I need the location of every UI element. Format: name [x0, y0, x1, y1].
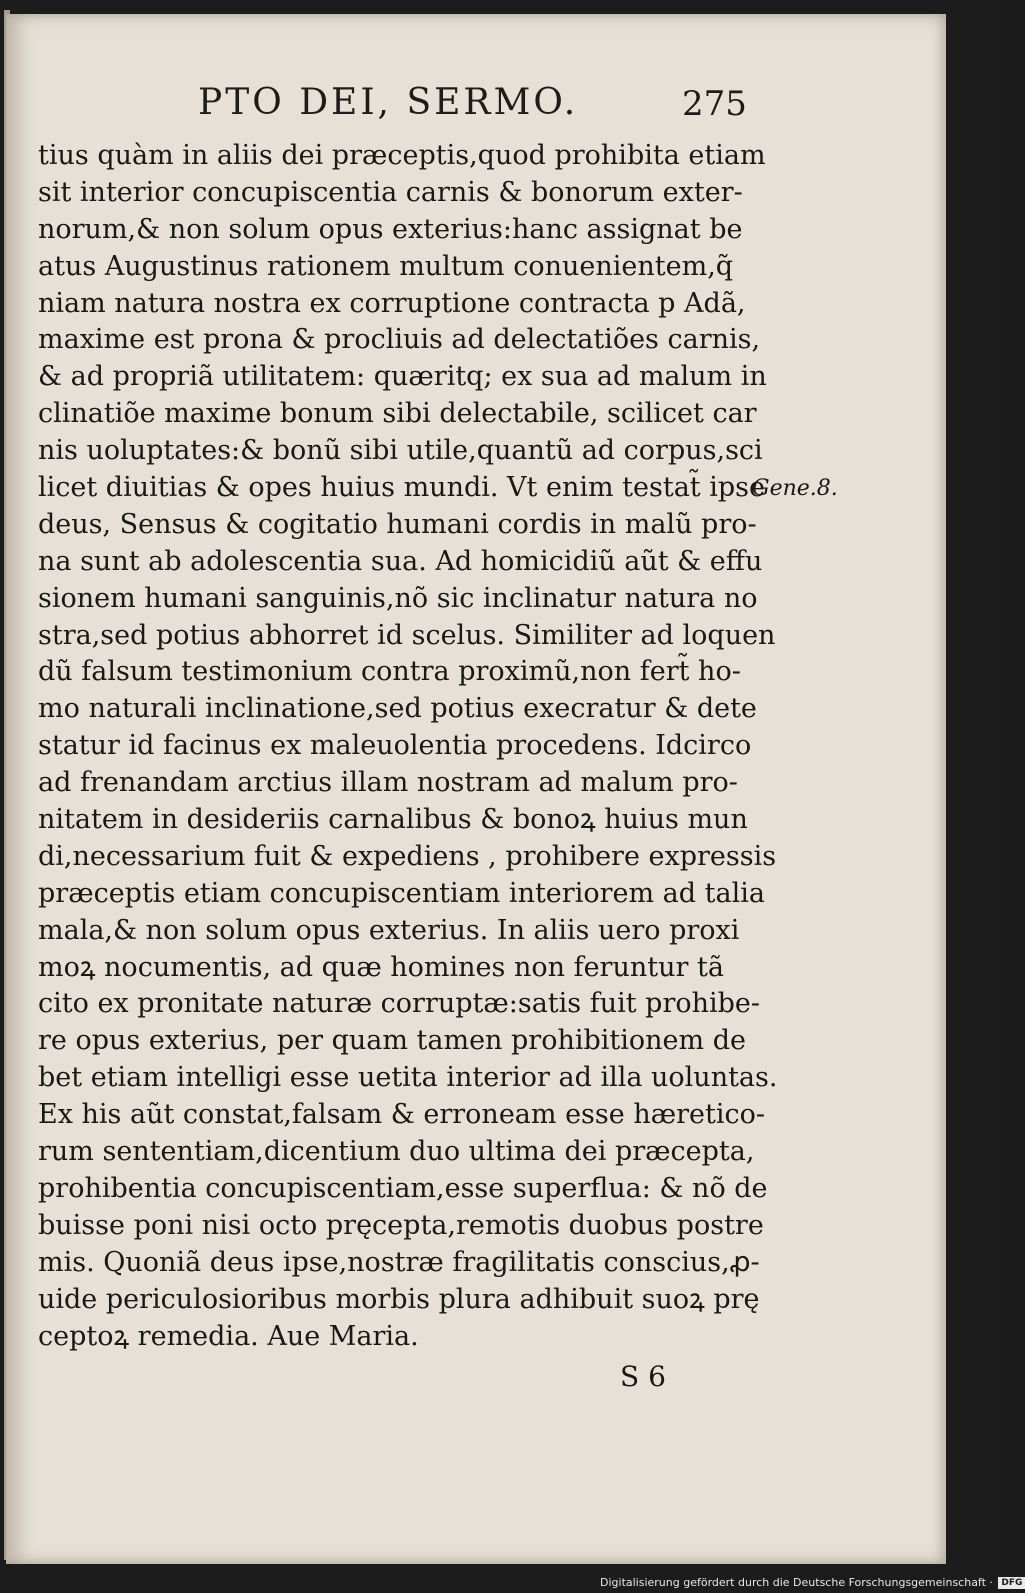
text-line: niam natura nostra ex corruptione contracta p Adã,	[38, 287, 746, 319]
text-line: ad frenandam arctius illam nostram ad malum pro-	[38, 767, 738, 799]
text-line: deus, Sensus & cogitatio humani cordis in malũ pro-	[38, 508, 757, 540]
text-line: tius quàm in aliis dei præceptis,quod prohibita etiam	[38, 140, 766, 171]
text-line: mo naturali inclinatione,sed potius execratur & dete	[38, 693, 757, 725]
running-title: PTO DEI, SERMO.	[198, 82, 579, 123]
text-line: præceptis etiam concupiscentiam interiorem ad talia	[38, 877, 765, 909]
text-line: uide periculosioribus morbis plura adhibuit suoꝝ prę	[38, 1283, 760, 1315]
text-line: sit interior concupiscentia carnis & bonorum exter-	[38, 176, 743, 208]
body-text	[38, 138, 778, 1355]
text-line: stra,sed potius abhorret id scelus. Similiter ad loquen	[38, 619, 776, 651]
text-line: re opus exterius, per quam tamen prohibitionem de	[38, 1025, 746, 1057]
text-line: statur id facinus ex maleuolentia procedens. Idcirco	[38, 730, 752, 762]
text-line: atus Augustinus rationem multum conuenientem,q̃	[38, 250, 734, 282]
text-line: di,necessarium fuit & expediens , prohibere expressis	[38, 840, 777, 872]
text-line: bet etiam intelligi esse uetita interior ad illa uoluntas.	[38, 1062, 778, 1094]
text-line: clinatiõe maxime bonum sibi delectabile, scilicet car	[38, 398, 757, 430]
text-line: mis. Quoniã deus ipse,nostræ fragilitatis conscius,ꝓ-	[38, 1246, 760, 1278]
text-line: nitatem in desideriis carnalibus & bonoꝝ huius mun	[38, 804, 748, 836]
text-line: ceptoꝝ remedia. Aue Maria.	[38, 1320, 419, 1352]
footer-text: Digitalisierung gefördert durch die Deutsche Forschungsgemeinschaft ·	[600, 1576, 993, 1589]
text-line: rum sententiam,dicentium duo ultima dei præcepta,	[38, 1136, 755, 1168]
dfg-logo: DFG	[998, 1577, 1025, 1589]
text-line: buisse poni nisi octo pręcepta,remotis duobus postre	[38, 1209, 764, 1241]
text-line: licet diuitias & opes huius mundi. Vt enim testat̃ ipse	[38, 472, 765, 504]
page-number: 275	[682, 84, 747, 124]
text-line: norum,& non solum opus exterius:hanc assignat be	[38, 213, 743, 245]
text-line: Ex his aũt constat,falsam & erroneam esse hæretico-	[38, 1099, 765, 1131]
text-line: cito ex pronitate naturæ corruptæ:satis fuit prohibe-	[38, 988, 761, 1020]
text-line: maxime est prona & procliuis ad delectatiões carnis,	[38, 324, 761, 356]
text-line: mala,& non solum opus exterius. In aliis uero proxi	[38, 914, 740, 946]
text-line: moꝝ nocumentis, ad quæ homines non feruntur tã	[38, 951, 724, 983]
text-line: nis uoluptates:& bonũ sibi utile,quantũ ad corpus,sci	[38, 435, 763, 467]
text-line: prohibentia concupiscentiam,esse superflua: & nõ de	[38, 1172, 768, 1204]
text-line: na sunt ab adolescentia sua. Ad homicidiũ aũt & effu	[38, 545, 763, 577]
signature-mark: S 6	[620, 1360, 666, 1393]
text-line: sionem humani sanguinis,nõ sic inclinatur natura no	[38, 582, 758, 614]
footer-credit	[600, 1574, 1023, 1592]
text-line: dũ falsum testimonium contra proximũ,non fert̃ ho-	[38, 656, 741, 688]
text-line: & ad propriã utilitatem: quæritq; ex sua ad malum in	[38, 361, 767, 393]
margin-note: Gene.8.	[752, 476, 838, 501]
